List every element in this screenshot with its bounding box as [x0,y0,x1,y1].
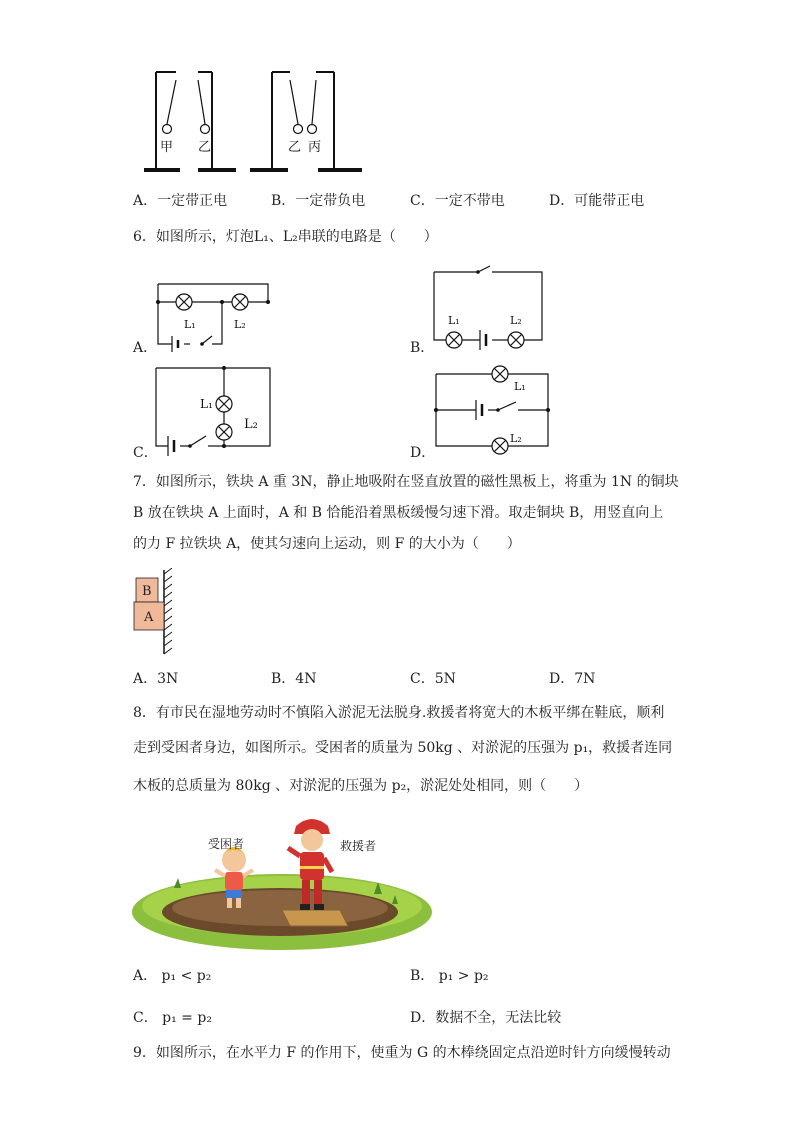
q5-option-d[interactable]: D．可能带正电 [549,193,645,209]
q8-stem-line-1: 8．有市民在湿地劳动时不慎陷入淤泥无法脱身.救援者将宽大的木板平绑在鞋底，顺利 [133,705,665,721]
hanging-balls-figure [140,66,380,178]
ball-label-yi-left: 乙 [198,140,212,155]
lamp-l1-label: L₁ [448,314,460,327]
q7-stem-line-2: B 放在铁块 A 上面时，A 和 B 恰能沿着黑板缓慢匀速下滑。取走铜块 B，用竖直向上 [133,505,664,521]
block-b-label: B [142,584,152,599]
q6-option-b-letter[interactable]: B． [410,340,435,356]
q5-option-a[interactable]: A．一定带正电 [133,193,228,209]
circuit-c[interactable] [150,362,275,458]
lamp-l2-label: L₂ [510,432,522,445]
q6-option-a-letter[interactable]: A． [133,340,158,356]
lamp-l2-label: L₂ [510,314,522,327]
circuit-b[interactable] [428,264,548,356]
ball-label-jia: 甲 [160,140,174,155]
q6-option-c-letter[interactable]: C． [133,445,158,461]
q5-option-c[interactable]: C．一定不带电 [410,193,505,209]
block-a-label: A [144,610,154,625]
trapped-label: 受困者 [208,837,245,851]
q9-stem-line-1: 9．如图所示，在水平力 F 的作用下，使重为 G 的木棒绕固定点沿逆时针方向缓慢转动 [133,1045,671,1061]
q8-option-b[interactable]: B． p₁ > p₂ [410,968,489,984]
mud-rescue-illustration [130,808,435,952]
q8-stem-line-3: 木板的总质量为 80kg 、对淤泥的压强为 p₂，淤泥处处相同，则（ ） [133,778,589,794]
q7-option-d[interactable]: D．7N [549,671,596,687]
q7-option-b[interactable]: B．4N [271,671,317,687]
q6-option-d-letter[interactable]: D． [410,445,436,461]
q5-option-b[interactable]: B．一定带负电 [271,193,366,209]
circuit-a[interactable] [150,278,275,358]
lamp-l1-label: L₁ [200,397,213,411]
q7-stem-line-1: 7．如图所示，铁块 A 重 3N，静止地吸附在竖直放置的磁性黑板上，将重为 1N 的铜块 [133,474,679,490]
rescuer-label: 救援者 [340,839,377,853]
q7-stem-line-3: 的力 F 拉铁块 A，使其匀速向上运动，则 F 的大小为（ ） [133,536,521,552]
ball-label-bing: 丙 [308,140,322,155]
ball-label-yi-right: 乙 [288,140,302,155]
lamp-l2-label: L₂ [244,417,258,432]
q8-option-d[interactable]: D．数据不全，无法比较 [410,1010,562,1026]
blackboard-blocks-figure [130,568,178,656]
q8-option-c[interactable]: C． p₁ = p₂ [133,1010,212,1026]
lamp-l2-label: L₂ [234,318,246,331]
q6-stem: 6．如图所示，灯泡L₁、L₂串联的电路是（ ） [133,229,438,245]
lamp-l1-label: L₁ [184,318,196,331]
q8-option-a[interactable]: A． p₁ < p₂ [133,968,212,984]
q7-option-a[interactable]: A．3N [133,671,179,687]
q7-option-c[interactable]: C．5N [410,671,456,687]
q8-stem-line-2: 走到受困者身边，如图所示。受困者的质量为 50kg 、对淤泥的压强为 p₁，救援者连同 [133,740,673,756]
lamp-l1-label: L₁ [514,380,526,393]
circuit-d[interactable] [428,362,553,458]
